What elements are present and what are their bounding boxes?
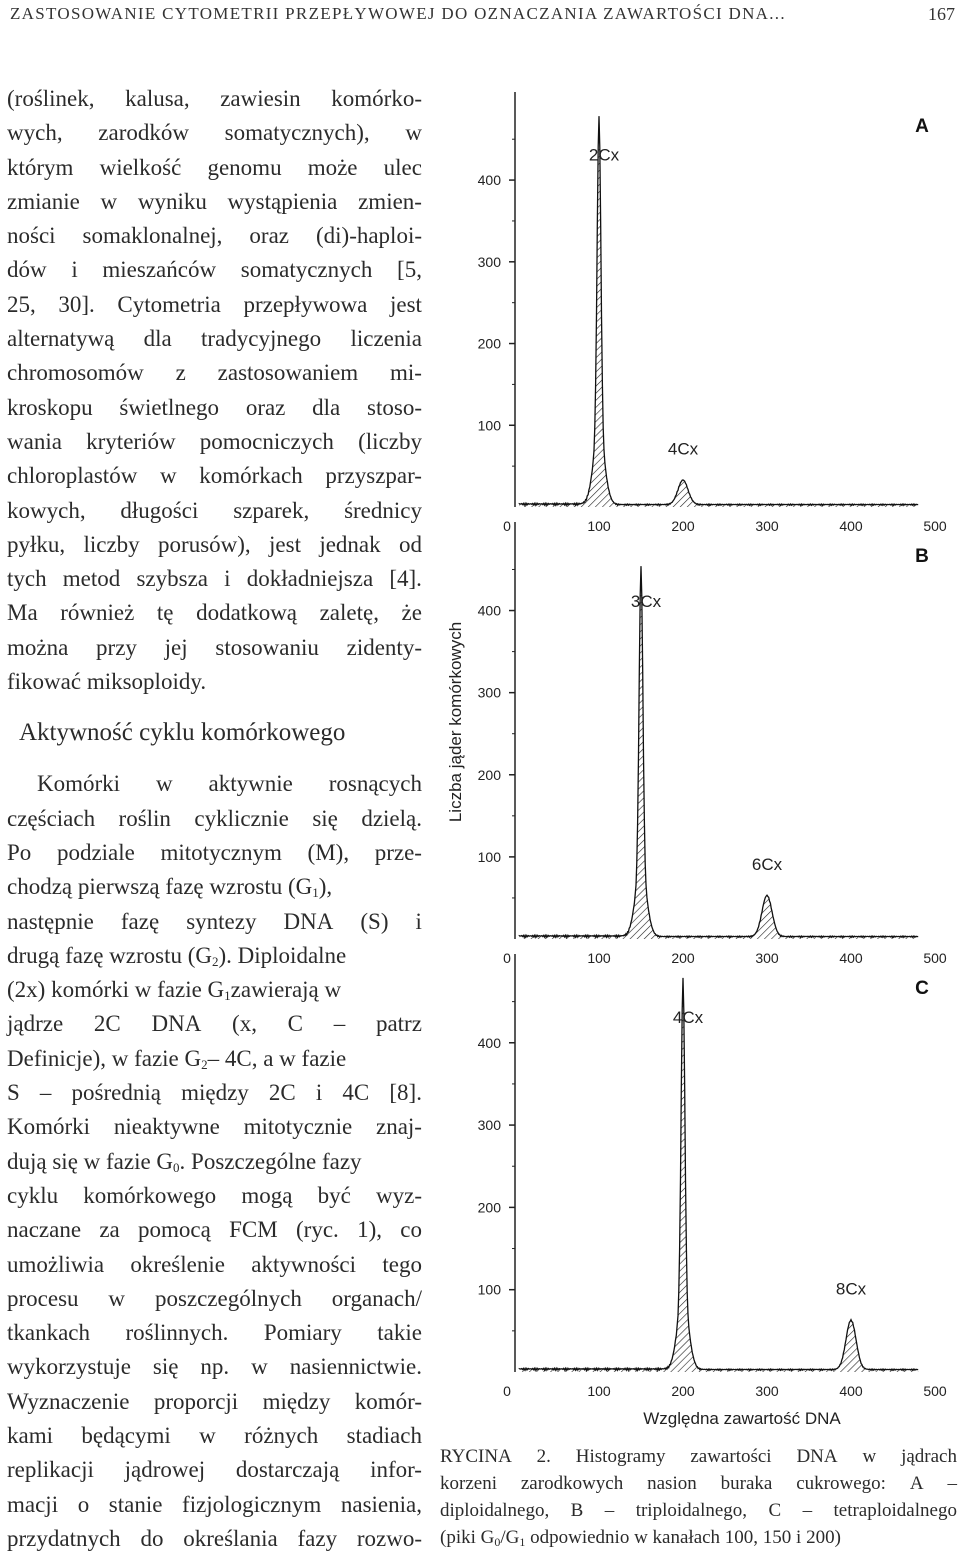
histogram-fill [519,116,918,507]
x-tick-label: 0 [503,518,511,534]
text-line: fikować miksoploidy. [7,669,207,695]
text-line: przydatnych do określania fazy rozwo- [7,1525,422,1551]
x-tick-label: 200 [671,950,695,966]
text-line: częściach roślin cyklicznie się dzielą. [7,805,422,831]
x-tick-label: 100 [587,950,611,966]
x-tick-label: 0 [503,950,511,966]
caption-line: RYCINA 2. Histogramy zawartości DNA w jądrach [440,1446,957,1467]
text-line: kowych, długości szparek, średnicy [7,497,422,523]
x-tick-label: 400 [839,1383,863,1399]
peak-label: 3Cx [630,592,662,612]
text-line: 25, 30]. Cytometria przepływowa jest [7,291,422,317]
histogram-fill [519,978,918,1372]
histogram-panel-C [478,954,947,1399]
text-line: alternatywą dla tradycyjnego liczenia [7,326,422,352]
histogram-fill [519,566,918,939]
text-line: Wyznaczenie proporcji między komór- [7,1388,422,1414]
y-tick-label: 300 [477,253,501,270]
y-tick-label: 400 [477,172,501,189]
histogram-outline [519,566,918,937]
text-line: drugą fazę wzrostu $(G_2)$. Diploidalne [7,942,347,969]
x-tick-label: 200 [671,518,695,534]
y-tick-label: 400 [477,602,501,619]
y-tick-label: 100 [477,848,501,865]
running-title: ZASTOSOWANIE CYTOMETRII PRZEPŁYWOWEJ DO OZNACZANIA ZAWARTOŚCI DNA... [10,4,786,23]
text-line: kami będącymi w różnych stadiach [7,1422,422,1448]
text-line: zmianie w wyniku wystąpienia zmien- [7,188,422,214]
y-axis-label: Liczba jąder komórkowych [446,621,465,823]
y-tick-label: 300 [477,684,501,701]
text-line: następnie fazę syntezy DNA (S) i [7,908,422,934]
text-line: Ma również tę dodatkową zaletę, że [7,600,422,626]
text-line: którym wielkość genomu może ulec [7,154,422,180]
running-header [10,4,955,30]
caption-line: (piki $G_0/G_1$ odpowiednio w kanałach 100, 150 i 200) [440,1527,841,1549]
text-line: (2x) komórki w fazie $G_1zawierają$ w [7,977,342,1004]
text-line: naczane za pomocą FCM (ryc. 1), co [7,1217,422,1243]
paragraph-2 [7,767,422,1556]
x-tick-label: 500 [923,518,947,534]
histogram-panel-A [478,92,947,534]
text-line: ności somaklonalnej, oraz (di)-haploi- [7,223,422,249]
text-line: Definicje), w fazie $G_2-$ 4C, a w fazie [7,1045,347,1072]
text-line: replikacji jądrowej dostarczają infor- [7,1457,422,1483]
x-tick-label: 500 [923,1383,947,1399]
text-line: wych, zarodków somatycznych), w [7,120,422,146]
text-line: procesu w poszczególnych organach/ [7,1285,422,1311]
section-heading: Aktywność cyklu komórkowego [19,719,346,747]
text-line: macji o stanie fizjologicznym nasienia, [7,1491,422,1517]
x-tick-label: 500 [923,950,947,966]
panel-label: C [915,978,929,999]
text-line: Komórki nieaktywne mitotycznie znaj- [7,1114,422,1140]
text-line: wykorzystuje się np. w nasiennictwie. [7,1354,422,1380]
peak-label: 4Cx [667,439,699,459]
y-tick-label: 400 [477,1034,501,1051]
x-axis-label: Względna zawartość DNA [643,1409,841,1428]
text-line: cyklu komórkowego mogą być wyz- [7,1182,422,1208]
figure-dna-histograms [440,82,955,1452]
paragraph-1 [7,82,422,699]
text-line: chodzą pierwszą fazę wzrostu $(G_1)$, [7,874,333,901]
x-tick-label: 300 [755,518,779,534]
panel-label: A [915,116,929,137]
y-tick-label: 200 [477,766,501,783]
peak-label: 2Cx [588,145,620,165]
body-text-column [7,82,422,1556]
text-line: tych metod szybsza i dokładniejsza [4]. [7,566,422,592]
text-line: chloroplastów w komórkach przyszpar- [7,463,422,489]
text-line: Komórki w aktywnie rosnących [37,771,422,797]
y-tick-label: 100 [477,1281,501,1298]
text-line: umożliwia określenie aktywności tego [7,1251,422,1277]
histogram-panel-B [478,522,947,966]
x-tick-label: 100 [587,1383,611,1399]
x-tick-label: 0 [503,1383,511,1399]
text-line: jądrze 2C DNA (x, C – patrz [7,1011,422,1037]
y-tick-label: 200 [477,1199,501,1216]
text-line: chromosomów z zastosowaniem mi- [7,360,422,386]
text-line: kroskopu świetlnego oraz dla stoso- [7,394,422,420]
text-line: S – pośrednią między 2C i 4C [8]. [7,1080,422,1106]
x-tick-label: 400 [839,518,863,534]
y-tick-label: 300 [477,1117,501,1134]
peak-label: 4Cx [672,1008,704,1027]
caption-line: korzeni zarodkowych nasion buraka cukrowego: A – [440,1473,957,1494]
peak-label: 8Cx [835,1279,867,1299]
text-line: dują się w fazie $G_0$. Poszczególne fazy [7,1148,362,1175]
peak-label: 6Cx [751,854,783,874]
histogram-figure-svg [440,82,955,1452]
x-tick-label: 300 [755,1383,779,1399]
panel-label: B [915,546,929,567]
text-line: pyłku, liczby porusów), jest jednak od [7,531,422,557]
caption-line: diploidalnego, B – triploidalnego, C – tetraploidalnego [440,1500,957,1521]
histogram-outline [519,978,918,1371]
figure-caption [440,1443,957,1556]
y-tick-label: 100 [477,417,501,434]
text-line: dów i mieszańców somatycznych [5, [7,257,422,283]
text-line: tkankach roślinnych. Pomiary takie [7,1320,422,1346]
x-tick-label: 200 [671,1383,695,1399]
x-tick-label: 400 [839,950,863,966]
text-line: wania kryteriów pomocniczych (liczby [7,428,422,454]
text-line: można przy jej stosowaniu zidenty- [7,634,422,660]
y-tick-label: 200 [477,335,501,352]
histogram-outline [519,116,918,505]
page-number: 167 [928,4,955,24]
x-tick-label: 300 [755,950,779,966]
text-line: (roślinek, kalusa, zawiesin komórko- [7,86,422,111]
x-tick-label: 100 [587,518,611,534]
text-line: Po podziale mitotycznym (M), prze- [7,839,422,865]
